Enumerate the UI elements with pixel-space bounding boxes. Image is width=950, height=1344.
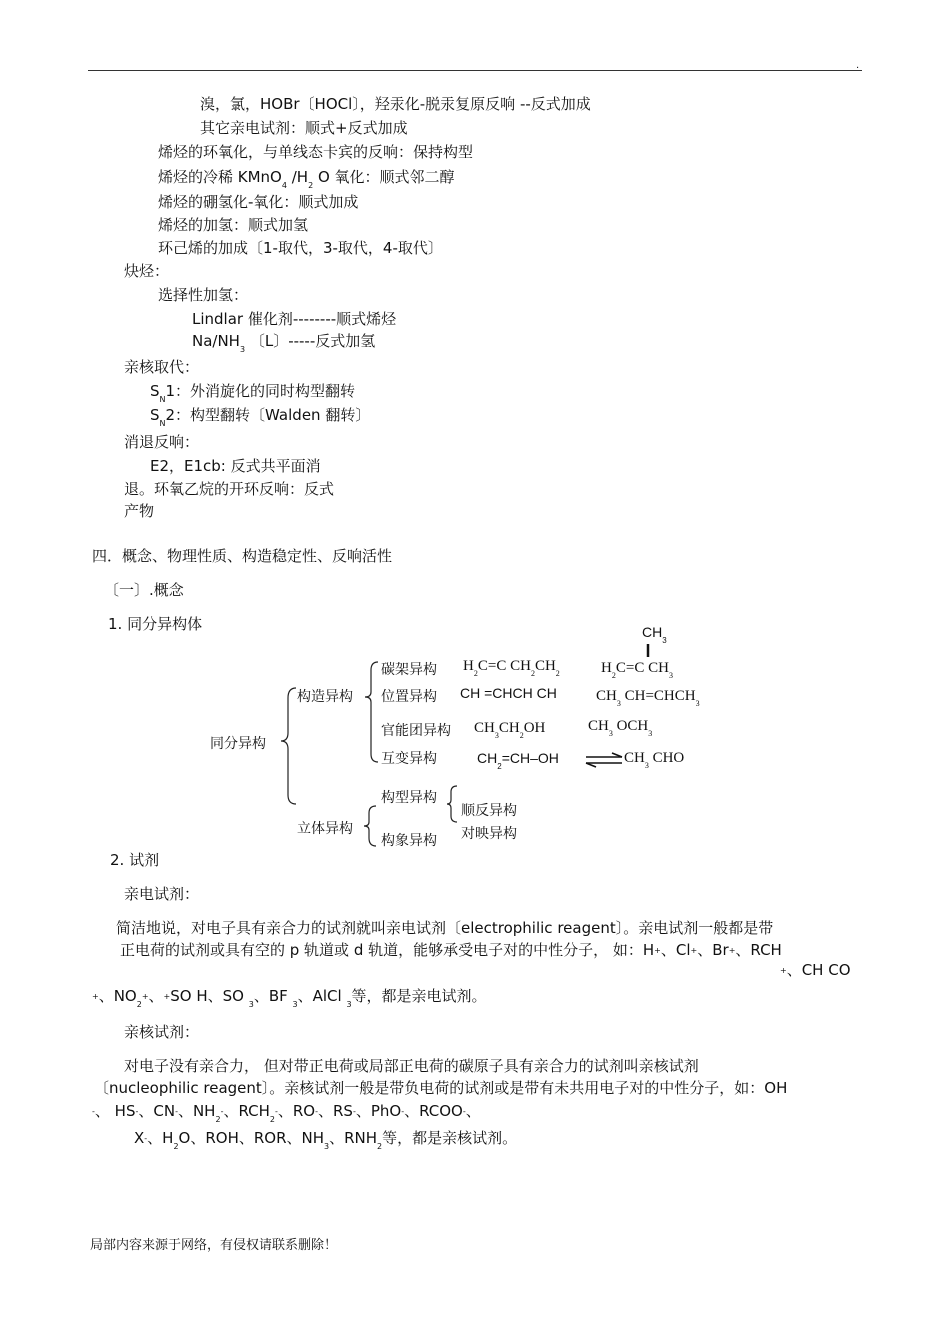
item-isomer: 1. 同分异构体 (108, 615, 203, 633)
electrophile-para1: 简洁地说，对电子具有亲合力的试剂就叫亲电试剂〔electrophilic reagent〕。亲电试剂一般都是带 (116, 919, 774, 937)
line-epoxidation: 烯烃的环氧化，与单线态卡宾的反响：保持构型 (158, 143, 474, 161)
heading-electrophile: 亲电试剂： (124, 885, 200, 903)
heading-nucleophile: 亲核试剂： (124, 1023, 200, 1041)
formula-acetaldehyde: $CH_3$ CHO (624, 750, 685, 770)
label-position: 位置异构 (381, 689, 437, 705)
line-hydroboration: 烯烃的硼氢化-氧化：顺式加成 (158, 193, 359, 211)
formula-dimethyl-ether: $CH_3$ $OCH_3$ (588, 718, 653, 738)
label-cis-trans: 顺反异构 (461, 803, 517, 819)
label-conformation: 构象异构 (381, 833, 437, 849)
line-bromine: 溴，氯，HOBr〔HOCl〕，羟汞化-脱汞复原反响 --反式加成 (200, 95, 591, 113)
subsection-concept: 〔一〕.概念 (104, 581, 184, 599)
formula-butene: $H_2C=C$ $CH_2CH_2$ (463, 658, 560, 678)
footer-disclaimer: 局部内容来源于网络，有侵权请联系删除！ (90, 1238, 338, 1253)
line-sn1: $S_N1$：外消旋化的同时构型翻转 (150, 382, 356, 404)
label-carbon-skeleton: 碳架异构 (381, 662, 437, 678)
line-selective: 选择性加氢： (158, 286, 249, 304)
heading-elim: 消退反响： (124, 433, 200, 451)
line-kmno4: 烯烃的冷稀 KMnO$_4$ $/H_2$ O 氧化：顺式邻二醇 (158, 168, 455, 190)
formula-1-butene: CH =CHCH CH (460, 685, 557, 701)
nucleophile-para1: 对电子没有亲合力， 但对带正电荷或局部正电荷的碳原子具有亲合力的试剂叫亲核试剂 (124, 1057, 699, 1075)
electrophile-para3: +、$NO_2^+$、+SO H、SO $_3$、BF $_3$、AlCl $_3$等，都是亲电试剂。 (92, 987, 487, 1009)
electrophile-para2-end: +、CH CO (780, 961, 851, 979)
heading-alkyne: 炔烃： (124, 262, 170, 280)
formula-methyl-top: $CH_3$ (642, 624, 667, 645)
section-title: 四．概念、物理性质、构造稳定性、反响活性 (92, 547, 393, 565)
label-configuration: 构型异构 (381, 790, 437, 806)
label-stereo: 立体异构 (297, 821, 353, 837)
label-tautomer: 互变异构 (381, 751, 437, 767)
label-isomer: 同分异构 (210, 736, 266, 752)
nucleophile-para3: -、 HS-、CN-、$NH_2^-$、$RCH_2^-$、RO-、RS-、PhO-、RCOO-、 (92, 1102, 481, 1124)
electrophile-para2: 正电荷的试剂或具有空的 p 轨道或 d 轨道，能够承受电子对的中性分子， 如：H+、Cl+、Br+、RCH (120, 941, 782, 959)
item-reagent: 2. 试剂 (110, 851, 160, 869)
line-hydrogenation: 烯烃的加氢：顺式加氢 (158, 216, 309, 234)
label-functional: 官能团异构 (381, 723, 451, 739)
line-e2: E2，E1cb: 反式共平面消 (150, 457, 321, 475)
line-epoxide-open: 退。环氧乙烷的开环反响：反式 (124, 480, 335, 498)
nucleophile-para4: X-、$H_2O$、ROH、ROR、$NH_3$、$RNH_2$等，都是亲核试剂。 (134, 1129, 518, 1151)
line-sn2: $S_N2$：构型翻转〔Walden 翻转〕 (150, 406, 371, 428)
heading-nuc-sub: 亲核取代： (124, 358, 200, 376)
formula-isobutene: $H_2C=C$ $CH_3$ (601, 660, 673, 680)
line-nanh3: $Na/NH_3$ 〔L〕-----反式加氢 (192, 332, 376, 354)
line-cyclohexene: 环己烯的加成〔1-取代，3-取代，4-取代〕 (158, 239, 443, 257)
formula-ethanol: $CH_3CH_2OH$ (474, 720, 546, 740)
formula-vinyl-alcohol: $CH_2=CH-OH$ (477, 750, 559, 771)
header-dot: . (856, 60, 860, 71)
formula-2-butene: $CH_3$ $CH=CHCH_3$ (596, 688, 700, 708)
nucleophile-para2: 〔nucleophilic reagent〕。亲核试剂一般是带负电荷的试剂或是带有未共用电子对的中性分子，如：OH (94, 1079, 788, 1097)
line-product: 产物 (124, 502, 155, 520)
line-other-electrophile: 其它亲电试剂：顺式+反式加成 (200, 119, 408, 137)
line-lindlar: Lindlar 催化剂--------顺式烯烃 (192, 310, 397, 328)
label-enantiomer: 对映异构 (461, 826, 517, 842)
label-structural: 构造异构 (297, 689, 353, 705)
